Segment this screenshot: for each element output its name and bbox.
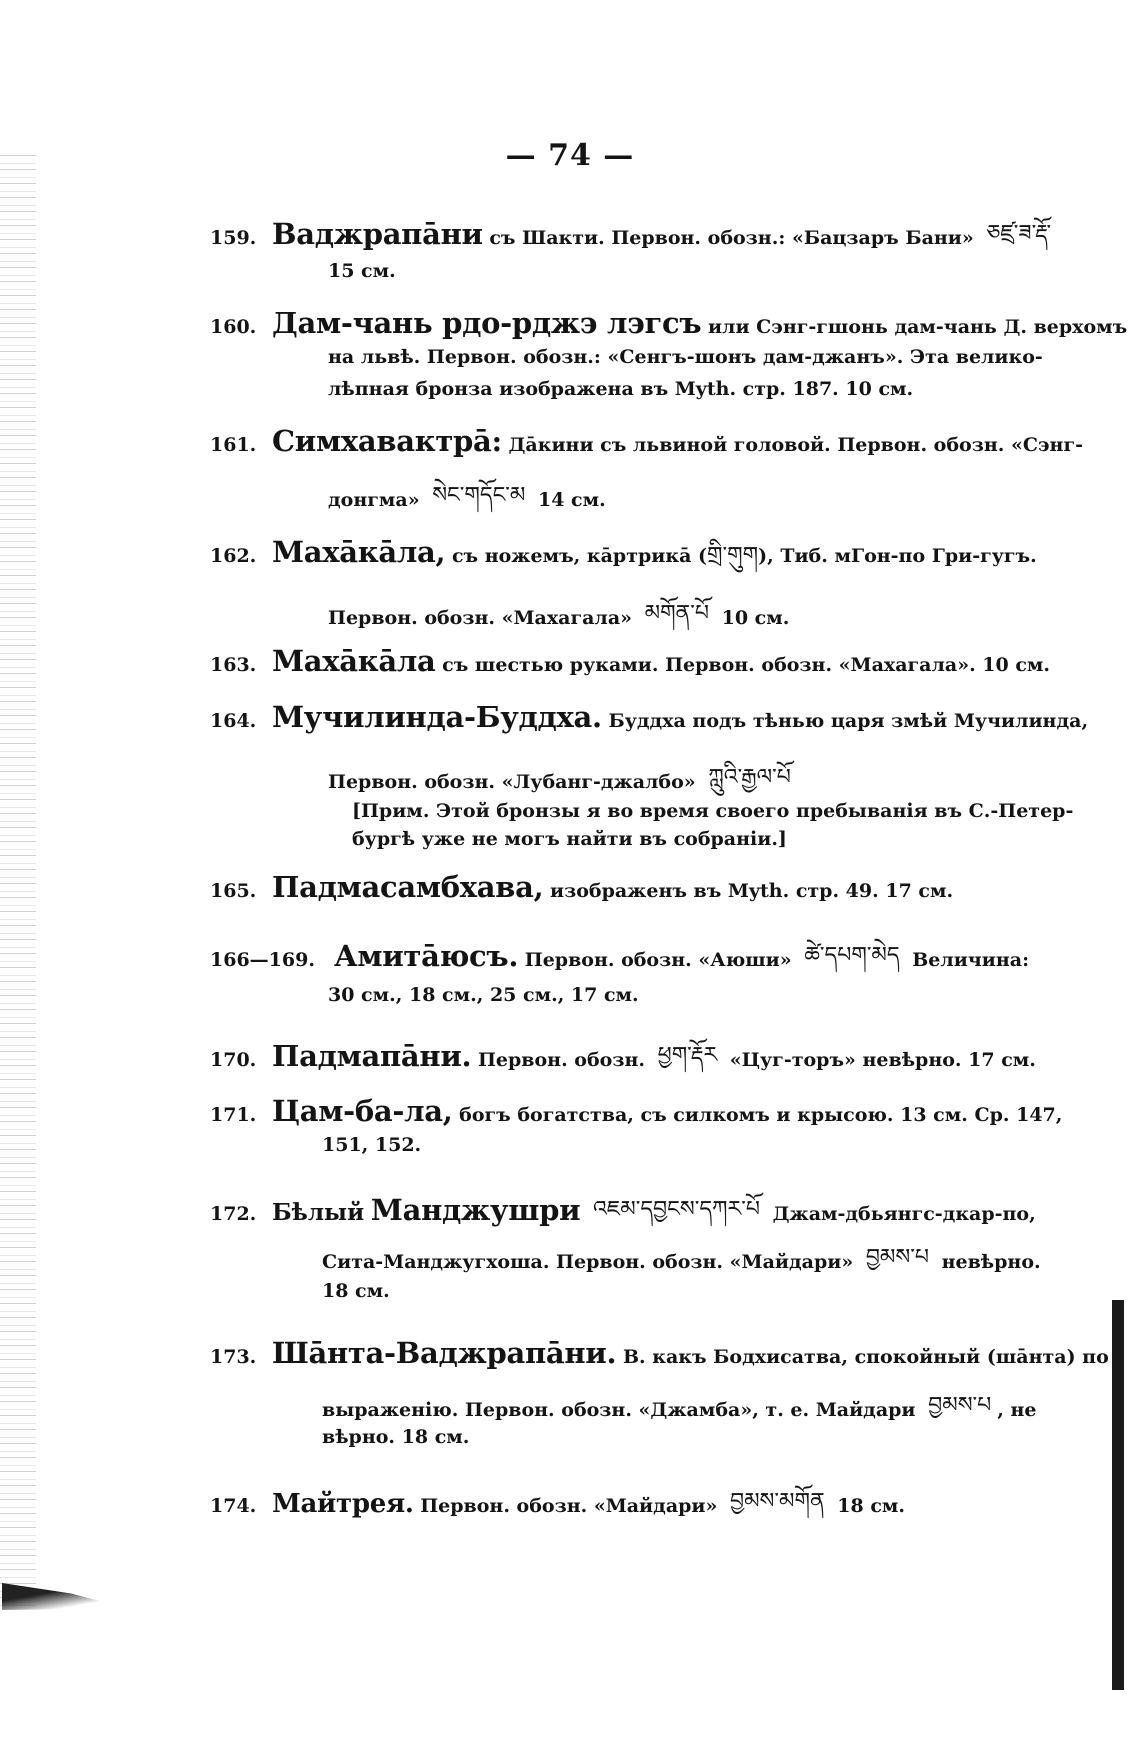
entry-line [328, 378, 913, 400]
entry-title-prefix: Бѣлый [272, 1199, 365, 1226]
tibetan-script: ཚེ་དཔག་མེད [804, 943, 900, 968]
entry-title: Амитāюсъ. [334, 939, 519, 973]
entry-text: лѣпная бронза изображена въ Myth. стр. 187. 10 см. [328, 378, 914, 400]
note-text: [Прим. Этой бронзы я во время своего пребыванія въ С.-Петер- [352, 800, 1074, 822]
entry-text: Первон. обозн. «Лубанг-джалбо» [328, 771, 696, 793]
entry-number: 173. [210, 1346, 257, 1368]
entry-text: вѣрно. 18 см. [322, 1426, 470, 1448]
entry-text: изображенъ въ Myth. стр. 49. 17 см. [550, 880, 954, 902]
entry-title: Симхавактрā: [272, 424, 502, 458]
entry-line [210, 644, 1050, 678]
entry-text: донгма» [328, 489, 420, 511]
entry-text: Величина: [912, 949, 1030, 971]
entry-title: Махāкāла, [272, 535, 446, 569]
entry-number: 162. [210, 545, 257, 567]
entry-number: 163. [210, 654, 257, 676]
entry-line [210, 870, 953, 904]
tibetan-script: བྱམས་པ [865, 1245, 929, 1270]
tibetan-script: བྱམས་པ [928, 1393, 992, 1418]
entry-number: 161. [210, 434, 257, 456]
entry-line [322, 1134, 421, 1156]
entry-text: богъ богатства, съ силкомъ и крысою. 13 см. Ср. 147, [459, 1104, 1063, 1126]
entry-line [210, 530, 1037, 592]
entry-text: Первон. обозн. «Аюши» [524, 949, 792, 971]
entry-title: Дам-чань рдо-рджэ лэгсъ [272, 306, 702, 340]
entry-line [210, 1094, 1062, 1128]
entry-title: Ваджрапāни [272, 217, 483, 251]
entry-line [210, 306, 1127, 340]
entry-text: выраженію. Первон. обозн. «Джамба», т. е. Майдари [322, 1399, 916, 1421]
entry-note [352, 800, 1073, 822]
entry-title: Цам-ба-ла, [272, 1094, 453, 1128]
entry-line [210, 930, 1029, 992]
entry-number: 164. [210, 710, 257, 732]
entry-text: 10 см. [721, 607, 790, 629]
entry-line [210, 700, 1088, 734]
entry-text: или Сэнг-гшонь дам-чань Д. верхомъ [707, 316, 1128, 338]
tibetan-script: ཀླུའི་རྒྱལ་པོ [708, 765, 791, 790]
entry-line [328, 260, 396, 282]
entry-text: 15 см. [328, 260, 396, 282]
entry-line [210, 1030, 1036, 1092]
entry-text: Первон. обозн. «Махагала» [328, 607, 632, 629]
entry-line [322, 1426, 469, 1448]
entry-number: 166—169. [210, 949, 315, 971]
entry-number: 159. [210, 227, 257, 249]
entry-line [322, 1232, 1041, 1294]
entry-text: 18 см. [837, 1495, 906, 1517]
entry-note [352, 828, 787, 850]
entry-title: Падмасамбхава, [272, 870, 544, 904]
entry-number: 174. [210, 1495, 257, 1517]
entry-number: 165. [210, 880, 257, 902]
entry-text: В. какъ Бодхисатва, спокойный (шāнта) по [622, 1346, 1109, 1368]
note-text: бургѣ уже не могъ найти въ собраніи.] [352, 828, 787, 850]
entry-line [210, 424, 1083, 458]
entry-line [210, 1476, 905, 1538]
tibetan-script: ཕྱག་རྡོར [657, 1043, 718, 1068]
entry-line [210, 1336, 1109, 1370]
tibetan-script: བྱམས་མགོན [730, 1489, 825, 1514]
entry-text: 14 см. [537, 489, 606, 511]
entry-text: Джам-дбьянгс-дкар-по, [772, 1203, 1036, 1225]
entry-text: съ шестью руками. Первон. обозн. «Махагала». 10 см. [442, 654, 1051, 676]
scan-edge-left [0, 150, 36, 1610]
entry-title: Шāнта-Ваджрапāни. [272, 1336, 617, 1370]
entry-text: невѣрно. [941, 1251, 1041, 1273]
entry-text: Буддха подъ тѣнью царя змѣй Мучилинда, [608, 710, 1089, 732]
entry-text: Первон. обозн. «Майдари» [420, 1495, 718, 1517]
entry-text: Дāкини съ львиной головой. Первон. обозн. «Сэнг- [508, 434, 1083, 456]
tibetan-script: མགོན་པོ [644, 601, 709, 626]
entry-text: 151, 152. [322, 1134, 422, 1156]
entry-number: 160. [210, 316, 257, 338]
entry-line [328, 346, 1043, 368]
entry-number: 172. [210, 1203, 257, 1225]
entry-title: Майтрея. [272, 1489, 414, 1519]
entry-text: съ ножемъ, кāртрикā ( [451, 545, 707, 567]
tibetan-script: འཇམ་དབྱངས་དཀར་པོ [592, 1197, 760, 1222]
entry-text: съ Шакти. Первон. обозн.: «Бацзаръ Бани» [489, 227, 974, 249]
entry-line [322, 1280, 390, 1302]
entry-text: «Цуг-торъ» невѣрно. 17 см. [729, 1049, 1036, 1071]
entry-text: 30 см., 18 см., 25 см., 17 см. [328, 984, 639, 1006]
entry-title: Мучилинда-Буддха. [272, 700, 602, 734]
entry-number: 171. [210, 1104, 257, 1126]
entry-text: 18 см. [322, 1280, 390, 1302]
tibetan-script: གྲི་གུག [707, 543, 759, 568]
entry-text: Сита-Манджугхоша. Первон. обозн. «Майдари» [322, 1251, 854, 1273]
page-number: — 74 — [505, 138, 635, 173]
tibetan-script: ཅཛྲ་ཟ་རྡོ་ [986, 221, 1052, 246]
entry-title: Манджушри [370, 1193, 581, 1227]
entry-text: Первон. обозн. [477, 1049, 645, 1071]
tibetan-script: སེང་གདོང་མ [432, 483, 526, 508]
entry-text: на львѣ. Первон. обозн.: «Сенгъ-шонъ дам-джанъ». Эта велико- [328, 346, 1043, 368]
entry-text: , не [997, 1399, 1037, 1421]
entry-title: Падмапāни. [272, 1039, 472, 1073]
entry-title: Махāкāла [272, 644, 436, 678]
entry-text: ), Тиб. мГон-по Гри-гугъ. [758, 545, 1037, 567]
scan-edge-right [1112, 1300, 1124, 1690]
entry-line [328, 588, 789, 650]
entry-number: 170. [210, 1049, 257, 1071]
entry-line [328, 470, 606, 532]
entry-line [328, 984, 639, 1006]
